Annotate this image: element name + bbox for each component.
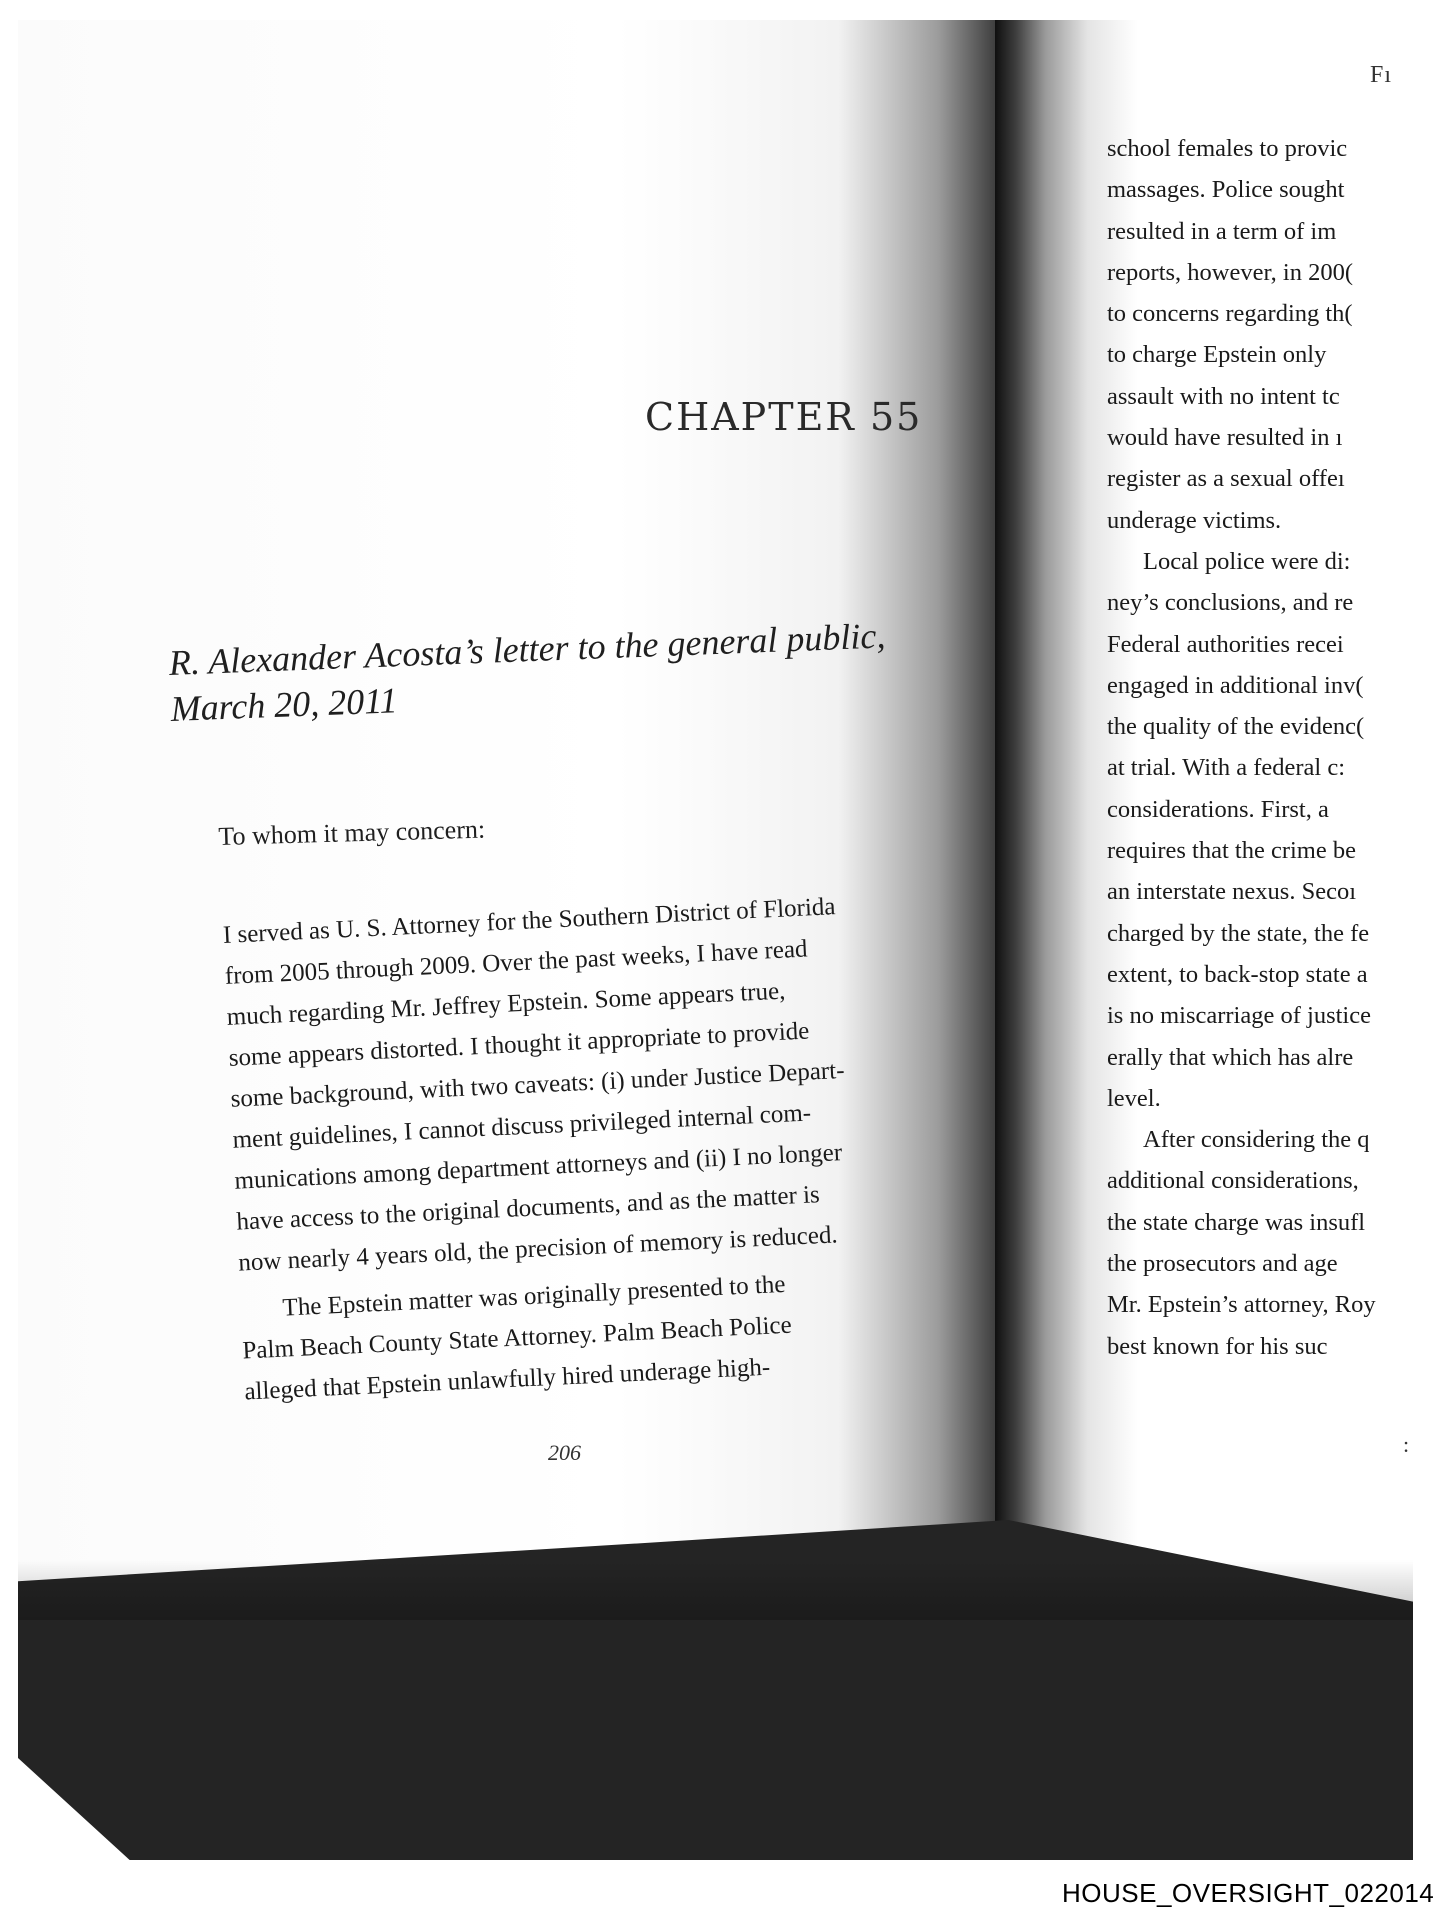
- chapter-title: CHAPTER 55: [645, 395, 923, 439]
- text-line: level.: [1107, 1084, 1161, 1112]
- text-line: from 2005 through 2009. Over the past weeks, I have read: [224, 935, 809, 990]
- text-line: The Epstein matter was originally presented to the: [281, 1270, 786, 1322]
- page-edge-shadow: [18, 1560, 1413, 1620]
- text-line: underage victims.: [1107, 506, 1282, 534]
- text-line: much regarding Mr. Jeffrey Epstein. Some appears true,: [226, 977, 786, 1031]
- text-line: would have resulted in ı: [1107, 424, 1343, 452]
- bates-stamp: HOUSE_OVERSIGHT_022014: [1062, 1878, 1435, 1908]
- text-line: munications among department attorneys and (ii) I no longer: [233, 1139, 843, 1195]
- text-line: I served as U. S. Attorney for the Southern District of Florida: [222, 893, 837, 949]
- text-line: considerations. First, a: [1107, 795, 1329, 823]
- text-line: reports, however, in 200(: [1107, 258, 1353, 286]
- text-line: some background, with two caveats: (i) under Justice Depart-: [230, 1056, 846, 1113]
- subtitle-line: R. Alexander Acosta’s letter to the general public,: [168, 615, 886, 683]
- right-page-body: [1107, 128, 1407, 1367]
- text-line: ney’s conclusions, and re: [1107, 589, 1354, 617]
- text-line: massages. Police sought: [1107, 176, 1345, 204]
- text-line: school females to provic: [1107, 135, 1348, 162]
- text-line: Federal authorities recei: [1107, 630, 1344, 658]
- text-line: assault with no intent tc: [1107, 382, 1340, 410]
- text-line: Palm Beach County State Attorney. Palm Beach Police: [241, 1311, 793, 1365]
- text-line: requires that the crime be: [1107, 837, 1356, 865]
- text-line: alleged that Epstein unlawfully hired underage high-: [243, 1353, 771, 1406]
- text-line: engaged in additional inv(: [1107, 671, 1364, 699]
- text-line: After considering the q: [1143, 1126, 1370, 1154]
- text-line: the prosecutors and age: [1107, 1250, 1338, 1278]
- text-line: the quality of the evidenc(: [1107, 713, 1365, 741]
- text-line: erally that which has alre: [1107, 1043, 1354, 1071]
- text-line: Local police were di:: [1143, 547, 1351, 575]
- text-line: to concerns regarding th(: [1107, 300, 1353, 328]
- text-line: charged by the state, the fe: [1107, 919, 1370, 947]
- right-page-number: :: [1403, 1432, 1410, 1457]
- text-line: have access to the original documents, and as the matter is: [235, 1181, 821, 1236]
- text-line: the state charge was insufl: [1107, 1208, 1366, 1236]
- text-line: at trial. With a federal c:: [1107, 754, 1346, 782]
- page-number: 206: [548, 1440, 581, 1465]
- paragraph-1: [222, 883, 909, 1283]
- text-line: ment guidelines, I cannot discuss privileged internal com-: [231, 1099, 812, 1154]
- subtitle-line: March 20, 2011: [169, 680, 399, 729]
- text-line: Mr. Epstein’s attorney, Roy: [1107, 1291, 1376, 1319]
- left-page-body: [222, 883, 915, 1412]
- text-line: register as a sexual offeı: [1107, 465, 1345, 493]
- text-line: resulted in a term of im: [1107, 217, 1337, 245]
- text-line: to charge Epstein only: [1107, 341, 1327, 369]
- text-line: is no miscarriage of justice: [1107, 1002, 1371, 1030]
- text-line: now nearly 4 years old, the precision of memory is reduced.: [237, 1221, 839, 1277]
- text-line: extent, to back-stop state a: [1107, 960, 1368, 988]
- letter-greeting: To whom it may concern:: [218, 814, 486, 851]
- running-header: Fı: [1370, 62, 1393, 88]
- text-line: additional considerations,: [1107, 1167, 1359, 1195]
- text-line: best known for his suc: [1107, 1332, 1328, 1360]
- text-line: an interstate nexus. Secoı: [1107, 878, 1357, 906]
- text-line: some appears distorted. I thought it appropriate to provide: [228, 1017, 810, 1072]
